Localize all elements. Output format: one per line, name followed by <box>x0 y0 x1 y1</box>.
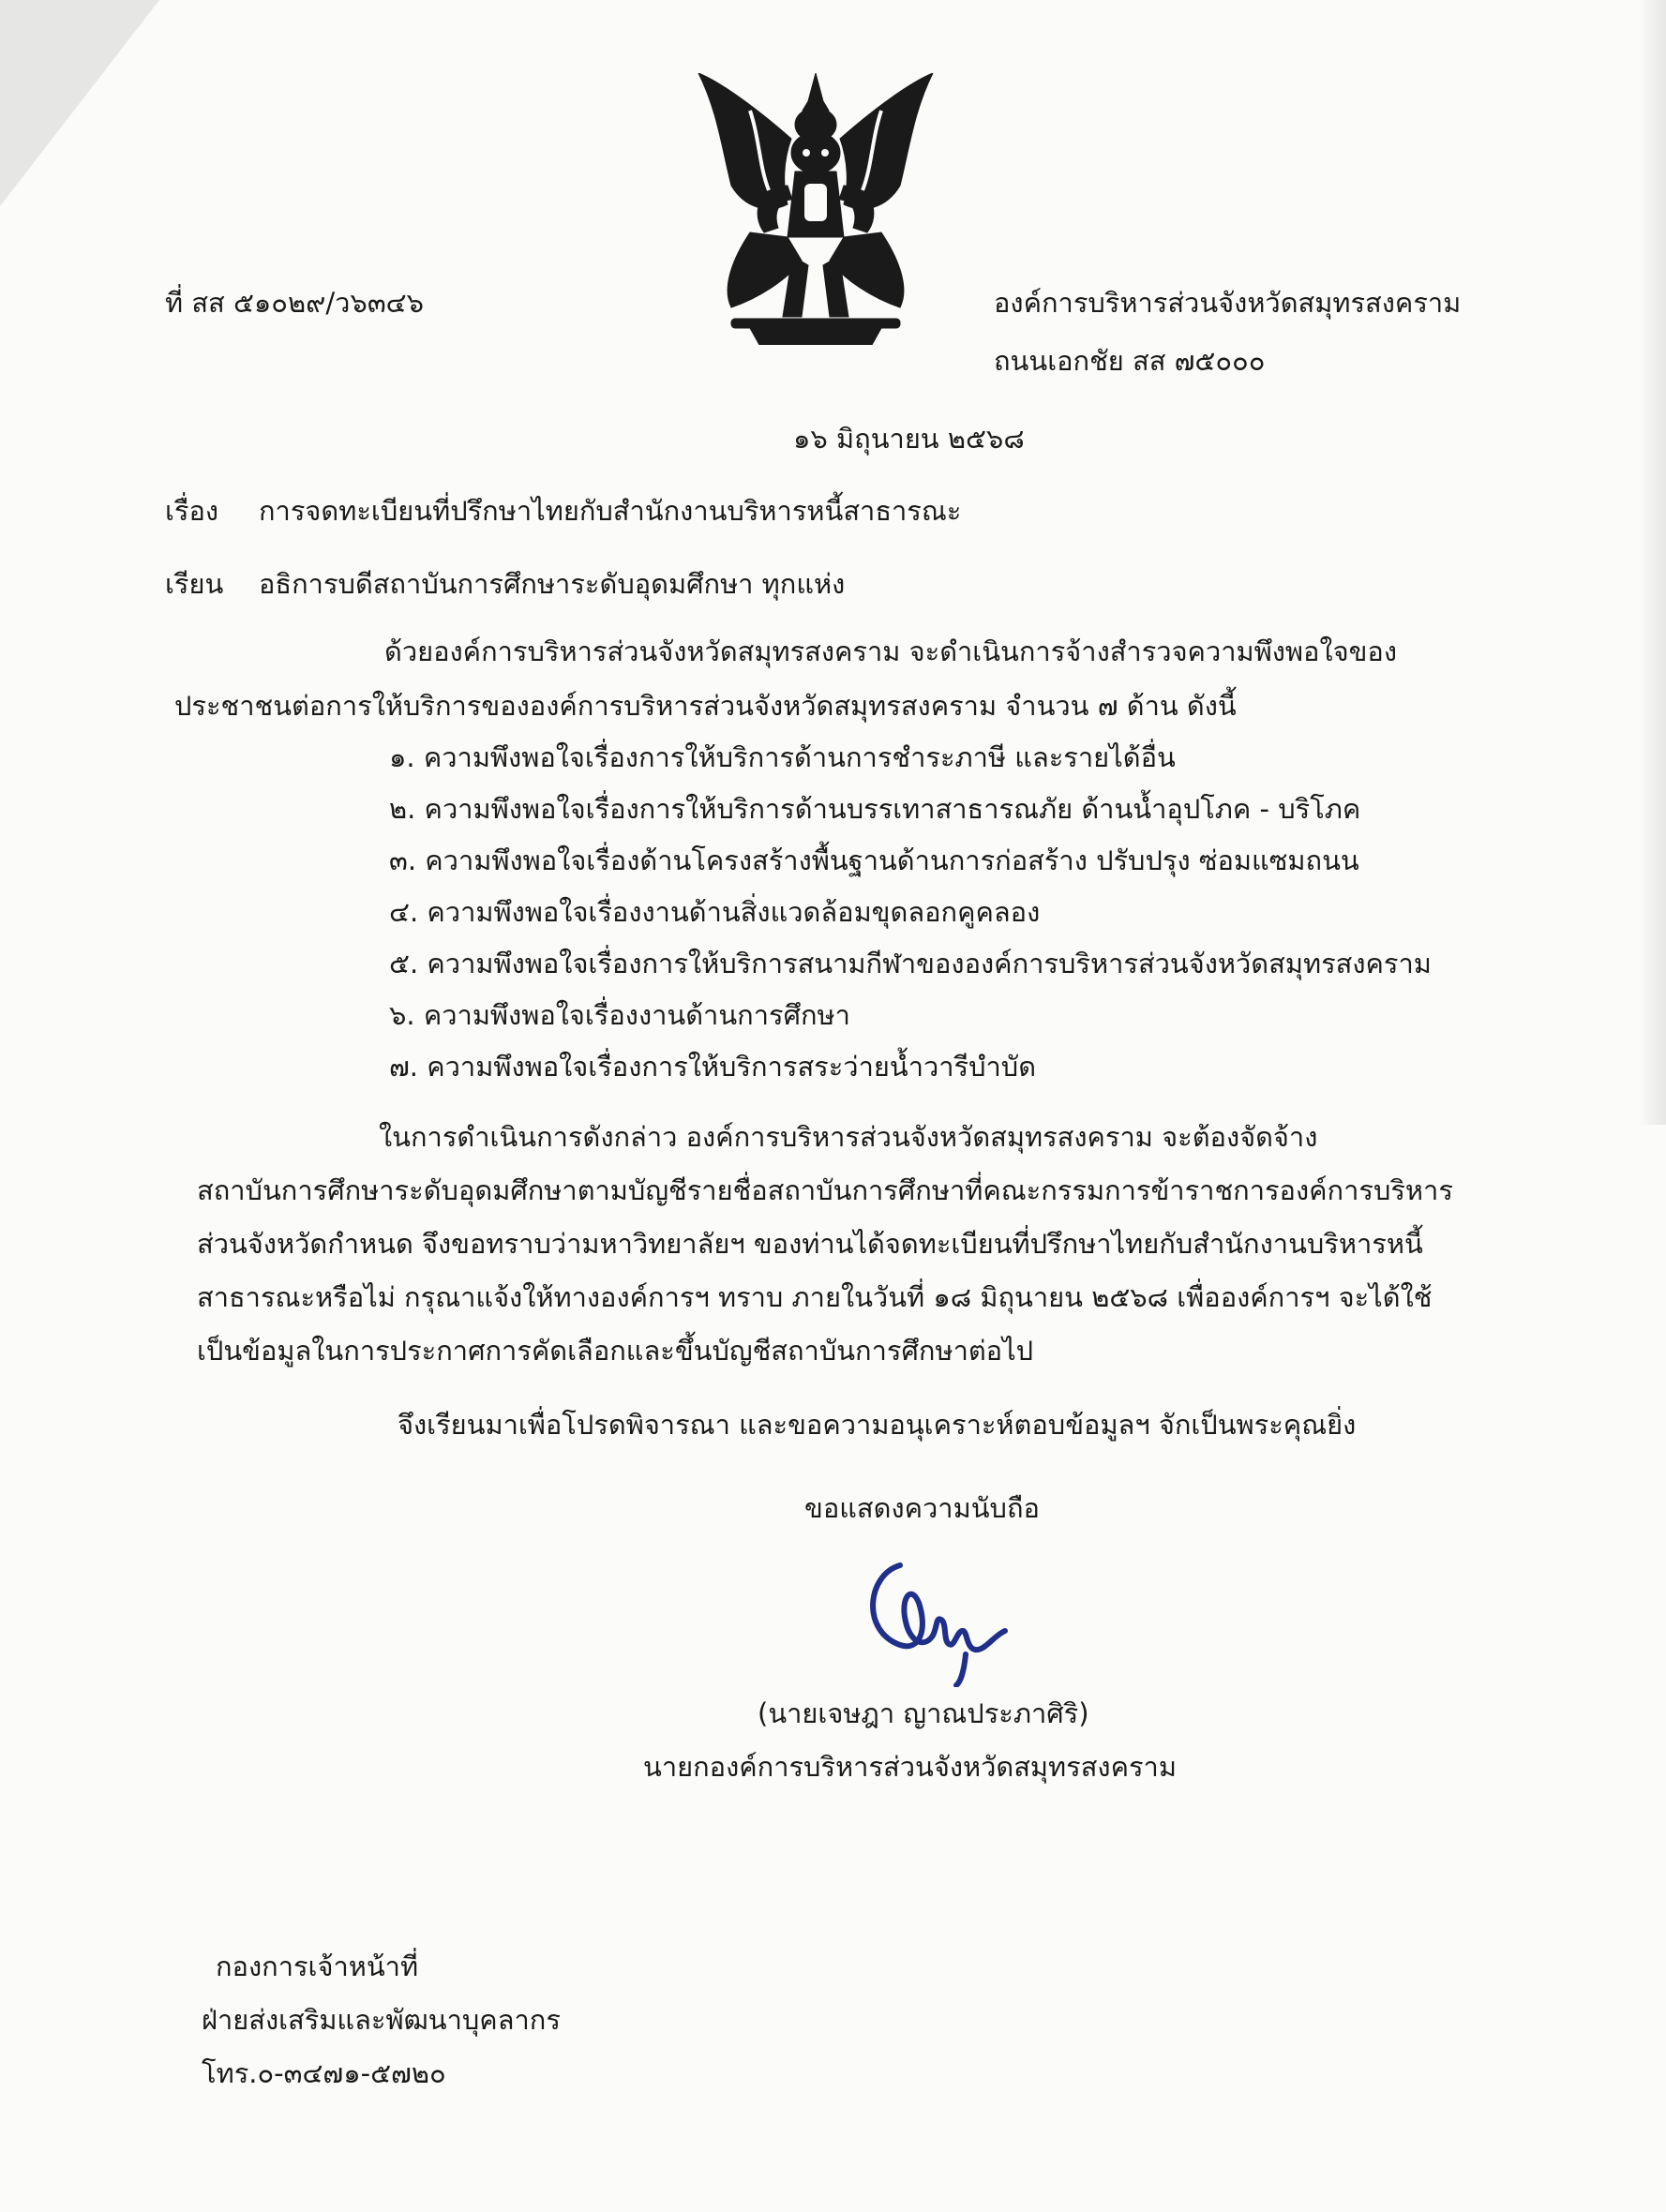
document-date: ๑๖ มิถุนายน ๒๕๖๘ <box>793 423 1025 455</box>
subject-text: การจดทะเบียนที่ปรึกษาไทยกับสำนักงานบริหารหนี้สาธารณะ <box>259 495 962 527</box>
document-number: ที่ สส ๕๑๐๒๙/ว๖๓๔๖ <box>165 287 425 319</box>
handwritten-signature <box>844 1547 1031 1687</box>
list-item: ๓. ความพึงพอใจเรื่องด้านโครงสร้างพื้นฐานด้านการก่อสร้าง ปรับปรุง ซ่อมแซมถนน <box>389 844 1359 876</box>
intro-line-1: ด้วยองค์การบริหารส่วนจังหวัดสมุทรสงคราม จะดำเนินการจ้างสำรวจความพึงพอใจของ <box>384 635 1398 667</box>
subject-label: เรื่อง <box>165 495 219 527</box>
signer-name: (นายเจษฎา ญาณประภาศิริ) <box>758 1697 1089 1729</box>
body-line-2: สถาบันการศึกษาระดับอุดมศึกษาตามบัญชีรายชื่อสถาบันการศึกษาที่คณะกรรมการข้าราชการองค์การบริหาร <box>197 1174 1453 1206</box>
garuda-emblem-icon <box>694 73 938 345</box>
closing-request: จึงเรียนมาเพื่อโปรดพิจารณา และขอความอนุเคราะห์ตอบข้อมูลฯ จักเป็นพระคุณยิ่ง <box>398 1409 1357 1441</box>
page-fold-shadow <box>0 0 159 206</box>
footer-phone: โทร.๐-๓๔๗๑-๕๗๒๐ <box>202 2057 446 2089</box>
page-edge-shadow <box>1638 0 1666 1125</box>
list-item: ๑. ความพึงพอใจเรื่องการให้บริการด้านการชำระภาษี และรายได้อื่น <box>389 741 1176 773</box>
footer-section: ฝ่ายส่งเสริมและพัฒนาบุคลากร <box>202 2004 561 2036</box>
list-item: ๔. ความพึงพอใจเรื่องงานด้านสิ่งแวดล้อมขุดลอกคูคลอง <box>389 896 1041 928</box>
body-line-3: ส่วนจังหวัดกำหนด จึงขอทราบว่ามหาวิทยาลัยฯ ของท่านได้จดทะเบียนที่ปรึกษาไทยกับสำนักงานบริหารหนี้ <box>197 1228 1423 1260</box>
organization-address: ถนนเอกชัย สส ๗๕๐๐๐ <box>994 345 1266 377</box>
regards-text: ขอแสดงความนับถือ <box>804 1492 1040 1524</box>
body-line-5: เป็นข้อมูลในการประกาศการคัดเลือกและขึ้นบัญชีสถาบันการศึกษาต่อไป <box>197 1335 1034 1367</box>
organization-name: องค์การบริหารส่วนจังหวัดสมุทรสงคราม <box>994 287 1462 319</box>
list-item: ๗. ความพึงพอใจเรื่องการให้บริการสระว่ายน้ำวารีบำบัด <box>389 1051 1037 1083</box>
body-line-1: ในการดำเนินการดังกล่าว องค์การบริหารส่วนจังหวัดสมุทรสงคราม จะต้องจัดจ้าง <box>379 1121 1318 1153</box>
list-item: ๖. ความพึงพอใจเรื่องงานด้านการศึกษา <box>389 999 850 1031</box>
recipient-text: อธิการบดีสถาบันการศึกษาระดับอุดมศึกษา ทุกแห่ง <box>259 568 846 600</box>
recipient-label: เรียน <box>165 568 224 600</box>
list-item: ๒. ความพึงพอใจเรื่องการให้บริการด้านบรรเทาสาธารณภัย ด้านน้ำอุปโภค - บริโภค <box>389 793 1361 825</box>
list-item: ๕. ความพึงพอใจเรื่องการให้บริการสนามกีฬาขององค์การบริหารส่วนจังหวัดสมุทรสงคราม <box>389 948 1432 979</box>
footer-division: กองการเจ้าหน้าที่ <box>216 1950 419 1982</box>
body-line-4: สาธารณะหรือไม่ กรุณาแจ้งให้ทางองค์การฯ ทราบ ภายในวันที่ ๑๘ มิถุนายน ๒๕๖๘ เพื่อองค์การฯ จะได้ใช้ <box>197 1281 1433 1313</box>
intro-line-2: ประชาชนต่อการให้บริการขององค์การบริหารส่วนจังหวัดสมุทรสงคราม จำนวน ๗ ด้าน ดังนี้ <box>174 690 1237 722</box>
signer-position: นายกองค์การบริหารส่วนจังหวัดสมุทรสงคราม <box>643 1751 1177 1783</box>
